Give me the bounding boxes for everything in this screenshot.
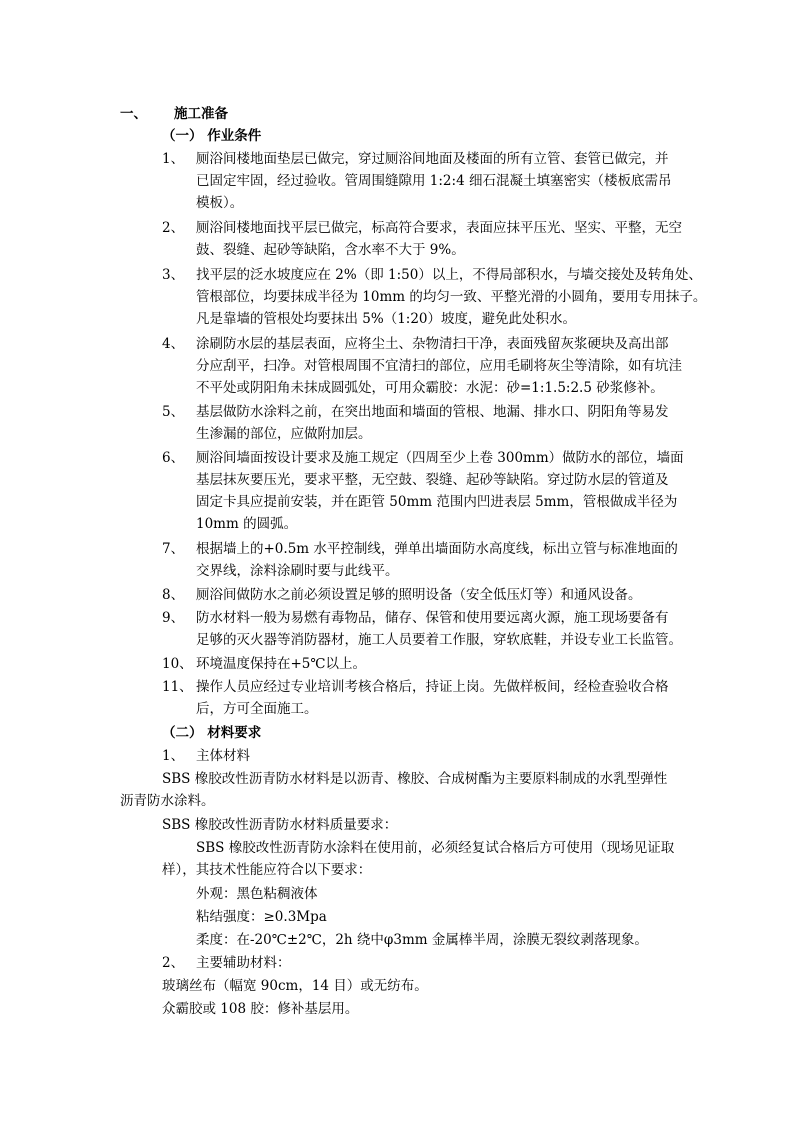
item-line: 不平处或阴阳角未抹成圆弧处，可用众霸胶：水泥：砂=1:1.5:2.5 砂浆修补。 [196, 380, 664, 396]
item-line: 交界线，涂料涂刷时要与此线平。 [196, 563, 399, 579]
sub1-title: 主体材料 [196, 748, 250, 764]
spec-line: 柔度：在-20℃±2℃，2h 绕中φ3mm 金属棒半周，涂膜无裂纹剥落现象。 [196, 932, 648, 948]
item-line: 厕浴间墙面按设计要求及施工规定（四周至少上卷 300mm）做防水的部位，墙面 [196, 450, 684, 466]
item-number: 8、 [162, 587, 185, 603]
para1-line: 沥青防水涂料。 [120, 793, 215, 809]
item-line: 分应刮平，扫净。对管根周围不宜清扫的部位，应用毛刷将灰尘等清除，如有坑洼 [196, 358, 682, 374]
spec-line: 外观：黑色粘稠液体 [196, 886, 318, 902]
item-line: 10mm 的圆弧。 [196, 516, 298, 532]
item-number: 1、 [162, 151, 185, 167]
sub2-title: 主要辅助材料： [196, 955, 291, 971]
item-number: 5、 [162, 404, 185, 420]
para3-line: SBS 橡胶改性沥青防水涂料在使用前，必须经复试合格后方可使用（现场见证取 [196, 840, 675, 856]
aux-line: 众霸胶或 108 胶：修补基层用。 [162, 1001, 359, 1017]
item-line: 环境温度保持在+5℃以上。 [196, 656, 367, 672]
item-number: 7、 [162, 541, 185, 557]
item-line: 根据墙上的+0.5m 水平控制线，弹单出墙面防水高度线，标出立管与标准地面的 [196, 541, 678, 557]
sub2-number: 2、 [162, 955, 185, 971]
item-number: 10、 [162, 656, 193, 672]
item-line: 防水材料一般为易燃有毒物品，储存、保管和使用要远离火源，施工现场要备有 [196, 610, 669, 626]
item-number: 11、 [162, 679, 193, 695]
spec-line: 粘结强度：≥0.3Mpa [196, 909, 327, 925]
item-number: 4、 [162, 336, 185, 352]
item-line: 厕浴间做防水之前必须设置足够的照明设备（安全低压灯等）和通风设备。 [196, 587, 642, 603]
heading1-title: 施工准备 [174, 106, 228, 122]
item-line: 厕浴间楼地面垫层已做完，穿过厕浴间地面及楼面的所有立管、套管已做完，并 [196, 151, 669, 167]
item-line: 后，方可全面施工。 [196, 701, 318, 717]
section2-title: （二） 材料要求 [162, 725, 262, 741]
section1-title: （一） 作业条件 [162, 128, 262, 144]
item-line: 凡是靠墙的管根处均要抹出 5%（1:20）坡度，避免此处积水。 [196, 311, 577, 327]
item-line: 操作人员应经过专业培训考核合格后，持证上岗。先做样板间，经检查验收合格 [196, 679, 669, 695]
item-line: 鼓、裂缝、起砂等缺陷，含水率不大于 9%。 [196, 242, 465, 258]
item-line: 已固定牢固，经过验收。管周围缝隙用 1:2:4 细石混凝土填塞密实（楼板底需吊 [196, 173, 672, 189]
item-number: 9、 [162, 610, 185, 626]
item-number: 6、 [162, 450, 185, 466]
item-line: 基层做防水涂料之前，在突出地面和墙面的管根、地漏、排水口、阴阳角等易发 [196, 404, 669, 420]
item-line: 生渗漏的部位，应做附加层。 [196, 426, 372, 442]
item-line: 涂刷防水层的基层表面，应将尘土、杂物清扫干净，表面残留灰浆硬块及高出部 [196, 336, 669, 352]
aux-line: 玻璃丝布（幅宽 90cm，14 目）或无纺布。 [162, 978, 428, 994]
item-line: 管根部位，均要抹成半径为 10mm 的均匀一致、平整光滑的小圆角，要用专用抹子。 [196, 289, 707, 305]
item-line: 足够的灭火器等消防器材，施工人员要着工作服，穿软底鞋，并设专业工长监管。 [196, 632, 682, 648]
item-line: 基层抹灰要压光，要求平整，无空鼓、裂缝、起砂等缺陷。穿过防水层的管道及 [196, 472, 669, 488]
item-line: 找平层的泛水坡度应在 2%（即 1:50）以上，不得局部积水，与墙交接处及转角处、 [196, 267, 702, 283]
para1-line: SBS 橡胶改性沥青防水材料是以沥青、橡胶、合成树酯为主要原料制成的水乳型弹性 [162, 771, 668, 787]
item-number: 3、 [162, 267, 185, 283]
item-line: 厕浴间楼地面找平层已做完，标高符合要求，表面应抹平压光、坚实、平整，无空 [196, 220, 682, 236]
heading1-number: 一、 [120, 106, 147, 122]
item-line: 模板）。 [196, 195, 244, 211]
para2: SBS 橡胶改性沥青防水材料质量要求： [162, 817, 398, 833]
sub1-number: 1、 [162, 748, 185, 764]
item-line: 固定卡具应提前安装，并在距管 50mm 范围内凹进表层 5mm，管根做成半径为 [196, 494, 678, 510]
item-number: 2、 [162, 220, 185, 236]
para3-line: 样），其技术性能应符合以下要求： [162, 862, 372, 878]
